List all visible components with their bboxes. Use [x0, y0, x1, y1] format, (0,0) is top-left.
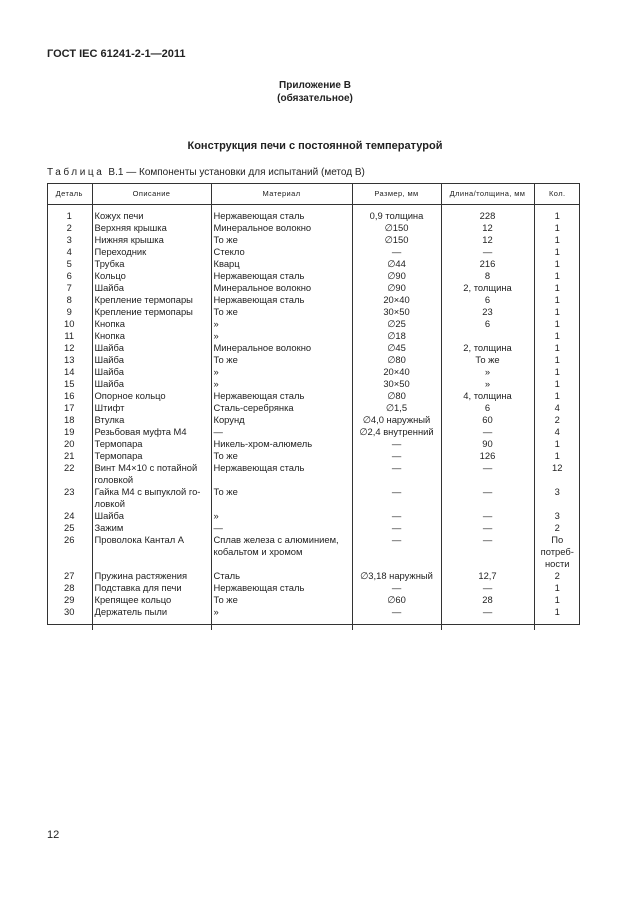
cell-length-thickness: 126 [441, 450, 534, 462]
table-body [47, 205, 580, 631]
cell-part-number: 18 [47, 414, 92, 426]
table-row [47, 582, 580, 594]
table-row [47, 258, 580, 270]
cell-description: Термопара [92, 450, 211, 462]
cell-quantity: 1 [554, 210, 560, 221]
cell-description: Опорное кольцо [92, 390, 211, 402]
cell-quantity: 1 [554, 450, 560, 461]
table-row [47, 594, 580, 606]
cell-part-number: 1 [47, 205, 92, 223]
cell-size: — [352, 606, 441, 618]
spacer-cell [352, 618, 441, 630]
cell-description: Крепление термопары [92, 294, 211, 306]
cell-size: — [352, 246, 441, 258]
cell-size: — [352, 534, 441, 570]
table-row [47, 510, 580, 522]
cell-part-number: 3 [47, 234, 92, 246]
cell-quantity: 1 [554, 366, 560, 377]
cell-description: Кожух печи [92, 205, 211, 223]
spacer-cell [47, 618, 92, 630]
section-title: Конструкция печи с постоянной температурой [187, 140, 443, 152]
cell-part-number: 12 [47, 342, 92, 354]
cell-size: ∅1,5 [352, 402, 441, 414]
cell-length-thickness: 6 [441, 318, 534, 330]
cell-size: 30×50 [352, 306, 441, 318]
spacer-cell [211, 618, 352, 630]
table-row [47, 570, 580, 582]
cell-quantity: 2 [554, 522, 560, 533]
cell-size: ∅150 [352, 222, 441, 234]
cell-length-thickness: — [441, 510, 534, 522]
cell-quantity: 1 [554, 222, 560, 233]
cell-description: Верхняя крышка [92, 222, 211, 234]
table-row [47, 306, 580, 318]
cell-length-thickness: — [441, 522, 534, 534]
cell-description: Гайка М4 с выпуклой го- ловкой [92, 486, 211, 510]
cell-material: Сталь [211, 570, 352, 582]
table-row [47, 234, 580, 246]
cell-description: Шайба [92, 366, 211, 378]
table-row [47, 534, 580, 570]
cell-material: » [211, 366, 352, 378]
cell-quantity: 1 [554, 318, 560, 329]
cell-part-number: 21 [47, 450, 92, 462]
cell-quantity: 1 [554, 330, 560, 341]
cell-length-thickness: — [441, 486, 534, 510]
cell-part-number: 28 [47, 582, 92, 594]
cell-description: Кнопка [92, 318, 211, 330]
cell-length-thickness: 216 [441, 258, 534, 270]
table-row [47, 282, 580, 294]
annex-status: (обязательное) [277, 93, 353, 104]
cell-size: ∅25 [352, 318, 441, 330]
cell-size: ∅3,18 наружный [352, 570, 441, 582]
table-row [47, 462, 580, 486]
table-row [47, 270, 580, 282]
table-row [47, 450, 580, 462]
cell-part-number: 14 [47, 366, 92, 378]
table-row [47, 294, 580, 306]
cell-length-thickness: — [441, 246, 534, 258]
cell-length-thickness: — [441, 606, 534, 618]
cell-material: » [211, 510, 352, 522]
cell-part-number: 5 [47, 258, 92, 270]
column-header: Размер, мм [352, 183, 441, 205]
cell-material: » [211, 606, 352, 618]
table-caption [47, 167, 365, 178]
cell-size: 30×50 [352, 378, 441, 390]
cell-quantity: 1 [554, 234, 560, 245]
cell-part-number: 9 [47, 306, 92, 318]
cell-material: Минеральное волокно [211, 222, 352, 234]
cell-size: — [352, 582, 441, 594]
cell-quantity: 1 [554, 606, 560, 617]
cell-size: 0,9 толщина [352, 205, 441, 223]
cell-length-thickness: 2, толщина [441, 282, 534, 294]
cell-length-thickness: 228 [441, 205, 534, 223]
cell-part-number: 16 [47, 390, 92, 402]
cell-size: — [352, 462, 441, 486]
spacer-cell [534, 618, 580, 630]
cell-size: — [352, 522, 441, 534]
column-header: Длина/толщина, мм [441, 183, 534, 205]
cell-part-number: 26 [47, 534, 92, 570]
cell-description: Шайба [92, 282, 211, 294]
cell-quantity: 1 [554, 354, 560, 365]
cell-length-thickness: — [441, 534, 534, 570]
cell-length-thickness: 28 [441, 594, 534, 606]
cell-material: То же [211, 354, 352, 366]
cell-size: ∅150 [352, 234, 441, 246]
cell-size: ∅2,4 внутренний [352, 426, 441, 438]
cell-part-number: 15 [47, 378, 92, 390]
table-bottom-spacer [47, 618, 580, 630]
cell-description: Трубка [92, 258, 211, 270]
cell-size: ∅4,0 наружный [352, 414, 441, 426]
cell-length-thickness: 23 [441, 306, 534, 318]
table-row [47, 390, 580, 402]
cell-size: ∅18 [352, 330, 441, 342]
cell-length-thickness: 6 [441, 294, 534, 306]
cell-length-thickness: 12 [441, 234, 534, 246]
cell-description: Втулка [92, 414, 211, 426]
cell-size: ∅60 [352, 594, 441, 606]
cell-material: Нержавеющая сталь [211, 462, 352, 486]
cell-quantity: 3 [554, 510, 560, 521]
cell-quantity: 1 [554, 342, 560, 353]
cell-description: Зажим [92, 522, 211, 534]
table-row [47, 354, 580, 366]
cell-length-thickness: 4, толщина [441, 390, 534, 402]
cell-quantity: 2 [554, 414, 560, 425]
cell-quantity: 1 [554, 246, 560, 257]
cell-material: » [211, 330, 352, 342]
cell-length-thickness: То же [441, 354, 534, 366]
cell-part-number: 7 [47, 282, 92, 294]
cell-size: ∅44 [352, 258, 441, 270]
cell-description: Пружина растяжения [92, 570, 211, 582]
cell-length-thickness: — [441, 582, 534, 594]
cell-description: Термопара [92, 438, 211, 450]
cell-quantity: 1 [554, 390, 560, 401]
cell-part-number: 29 [47, 594, 92, 606]
cell-length-thickness: 90 [441, 438, 534, 450]
cell-material: Нержавеющая сталь [211, 294, 352, 306]
cell-material: Минеральное волокно [211, 282, 352, 294]
cell-quantity: 4 [554, 402, 560, 413]
annex-title: Приложение В [279, 80, 351, 91]
cell-size: 20×40 [352, 366, 441, 378]
table-row [47, 342, 580, 354]
cell-length-thickness: — [441, 462, 534, 486]
cell-size: ∅45 [352, 342, 441, 354]
cell-part-number: 17 [47, 402, 92, 414]
cell-material: Минеральное волокно [211, 342, 352, 354]
cell-part-number: 2 [47, 222, 92, 234]
cell-part-number: 6 [47, 270, 92, 282]
table-row [47, 222, 580, 234]
cell-size: — [352, 450, 441, 462]
cell-quantity: 1 [554, 582, 560, 593]
cell-part-number: 10 [47, 318, 92, 330]
cell-quantity: 1 [554, 258, 560, 269]
cell-quantity: 1 [554, 594, 560, 605]
cell-description: Кнопка [92, 330, 211, 342]
cell-material: Нержавеющая сталь [211, 270, 352, 282]
cell-quantity: 1 [554, 306, 560, 317]
table-row [47, 366, 580, 378]
cell-material: Сплав железа с алюминием, кобальтом и хромом [211, 534, 352, 570]
cell-part-number: 22 [47, 462, 92, 486]
page-number: 12 [47, 829, 60, 841]
cell-material: Нержавеющая сталь [211, 205, 352, 223]
table-row [47, 318, 580, 330]
cell-part-number: 30 [47, 606, 92, 618]
cell-quantity: 4 [554, 426, 560, 437]
table-row [47, 606, 580, 618]
cell-description: Шайба [92, 354, 211, 366]
cell-description: Нижняя крышка [92, 234, 211, 246]
cell-length-thickness: 12,7 [441, 570, 534, 582]
cell-quantity: 1 [554, 378, 560, 389]
cell-part-number: 11 [47, 330, 92, 342]
table-row [47, 402, 580, 414]
cell-description: Шайба [92, 510, 211, 522]
cell-description: Кольцо [92, 270, 211, 282]
cell-material: » [211, 378, 352, 390]
cell-part-number: 25 [47, 522, 92, 534]
cell-quantity: 1 [554, 438, 560, 449]
table-caption-word: Таблица [47, 167, 105, 178]
cell-quantity: 1 [554, 294, 560, 305]
cell-material: Стекло [211, 246, 352, 258]
cell-part-number: 23 [47, 486, 92, 510]
cell-quantity: 1 [554, 282, 560, 293]
cell-size: ∅90 [352, 270, 441, 282]
cell-part-number: 20 [47, 438, 92, 450]
column-header: Кол. [534, 183, 580, 205]
table-row [47, 438, 580, 450]
table-row [47, 246, 580, 258]
cell-description: Штифт [92, 402, 211, 414]
cell-material: Кварц [211, 258, 352, 270]
cell-size: ∅80 [352, 354, 441, 366]
cell-size: — [352, 486, 441, 510]
cell-description: Подставка для печи [92, 582, 211, 594]
table-row [47, 378, 580, 390]
column-header: Материал [211, 183, 352, 205]
cell-size: ∅90 [352, 282, 441, 294]
cell-material: То же [211, 486, 352, 510]
cell-quantity: 2 [554, 570, 560, 581]
cell-length-thickness: » [441, 366, 534, 378]
cell-material: Сталь-серебрянка [211, 402, 352, 414]
components-table [47, 183, 580, 630]
column-header: Деталь [47, 183, 92, 205]
spacer-cell [92, 618, 211, 630]
cell-size: — [352, 438, 441, 450]
cell-material: То же [211, 450, 352, 462]
document-code: ГОСТ IEC 61241-2-1—2011 [47, 48, 186, 60]
cell-material: Корунд [211, 414, 352, 426]
cell-length-thickness: 60 [441, 414, 534, 426]
cell-quantity: 3 [554, 486, 560, 497]
cell-length-thickness: » [441, 378, 534, 390]
cell-material: То же [211, 594, 352, 606]
cell-description: Шайба [92, 342, 211, 354]
cell-part-number: 4 [47, 246, 92, 258]
cell-material: Нержавеющая сталь [211, 582, 352, 594]
cell-part-number: 8 [47, 294, 92, 306]
cell-length-thickness: — [441, 426, 534, 438]
table-row [47, 522, 580, 534]
cell-material: — [211, 522, 352, 534]
table-row [47, 414, 580, 426]
cell-part-number: 13 [47, 354, 92, 366]
cell-description: Шайба [92, 378, 211, 390]
cell-material: Нержавеющая сталь [211, 390, 352, 402]
cell-size: — [352, 510, 441, 522]
cell-part-number: 19 [47, 426, 92, 438]
cell-part-number: 27 [47, 570, 92, 582]
cell-description: Проволока Кантал А [92, 534, 211, 570]
table-row [47, 426, 580, 438]
cell-size: ∅80 [352, 390, 441, 402]
cell-description: Переходник [92, 246, 211, 258]
cell-length-thickness: 6 [441, 402, 534, 414]
cell-material: Никель-хром-алюмель [211, 438, 352, 450]
table-header-row [47, 183, 580, 205]
table-row [47, 486, 580, 510]
spacer-cell [441, 618, 534, 630]
table-row [47, 330, 580, 342]
cell-part-number: 24 [47, 510, 92, 522]
cell-description: Крепление термопары [92, 306, 211, 318]
cell-material: » [211, 318, 352, 330]
table-caption-text: В.1 — Компоненты установки для испытаний (метод В) [108, 167, 365, 178]
cell-length-thickness [441, 330, 534, 342]
cell-material: — [211, 426, 352, 438]
cell-quantity: 12 [552, 462, 563, 473]
cell-material: То же [211, 306, 352, 318]
cell-size: 20×40 [352, 294, 441, 306]
cell-description: Винт М4×10 с потайной головкой [92, 462, 211, 486]
cell-quantity: 1 [554, 270, 560, 281]
cell-description: Резьбовая муфта М4 [92, 426, 211, 438]
cell-length-thickness: 2, толщина [441, 342, 534, 354]
cell-length-thickness: 12 [441, 222, 534, 234]
cell-quantity: По потреб- ности [540, 534, 574, 569]
column-header: Описание [92, 183, 211, 205]
cell-description: Держатель пыли [92, 606, 211, 618]
cell-material: То же [211, 234, 352, 246]
cell-description: Крепящее кольцо [92, 594, 211, 606]
table-row [47, 205, 580, 223]
cell-length-thickness: 8 [441, 270, 534, 282]
